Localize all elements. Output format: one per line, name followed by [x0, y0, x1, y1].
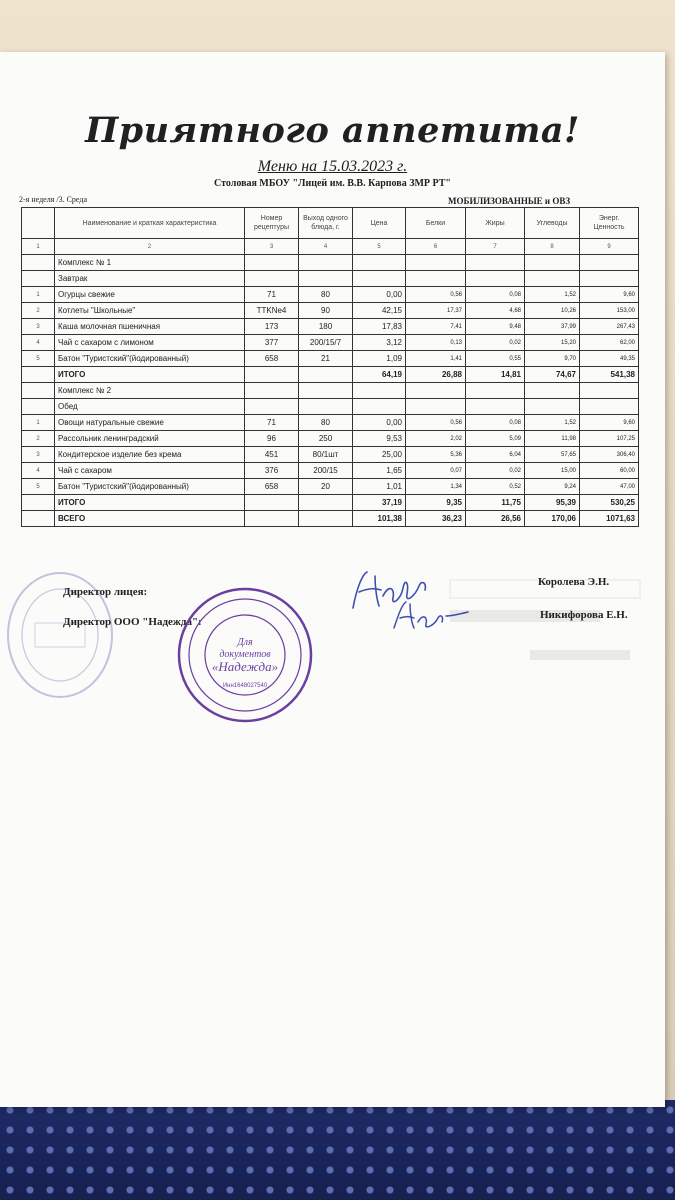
- company-stamp-icon: [175, 585, 315, 725]
- carbs: 15,20: [525, 335, 580, 351]
- total-label: ИТОГО: [55, 495, 245, 511]
- energy: 49,35: [580, 351, 639, 367]
- signature-company-icon: [388, 596, 478, 636]
- table-row: [22, 319, 639, 335]
- category-label: МОБИЛИЗОВАННЫЕ и ОВЗ: [448, 196, 571, 206]
- grand-total-fats: 26,56: [466, 511, 525, 527]
- portion-output: 20: [299, 479, 353, 495]
- fabric-background: [0, 1100, 675, 1200]
- column-number: 3: [245, 239, 299, 255]
- portion-output: 180: [299, 319, 353, 335]
- total-energy: 541,38: [580, 367, 639, 383]
- carbs: 37,99: [525, 319, 580, 335]
- header-cell: [22, 208, 55, 239]
- dish-name: Каша молочная пшеничная: [55, 319, 245, 335]
- recipe-number: 376: [245, 463, 299, 479]
- total-row: [22, 495, 639, 511]
- recipe-number: 377: [245, 335, 299, 351]
- carbs: 9,70: [525, 351, 580, 367]
- carbs: 10,26: [525, 303, 580, 319]
- column-number-row: [22, 239, 639, 255]
- week-day: 2-я неделя /3. Среда: [19, 195, 87, 204]
- table-row: [22, 431, 639, 447]
- portion-output: 250: [299, 431, 353, 447]
- table-row: [22, 303, 639, 319]
- dish-name: Рассольник ленинградский: [55, 431, 245, 447]
- table-row: [22, 287, 639, 303]
- proteins: 1,34: [406, 479, 466, 495]
- total-fats: 14,81: [466, 367, 525, 383]
- carbs: 57,65: [525, 447, 580, 463]
- recipe-number: TTKNe4: [245, 303, 299, 319]
- portion-output: 21: [299, 351, 353, 367]
- row-number: 2: [22, 431, 55, 447]
- dish-name: Овощи натуральные свежие: [55, 415, 245, 431]
- grand-total-proteins: 36,23: [406, 511, 466, 527]
- grand-total-carbs: 170,06: [525, 511, 580, 527]
- proteins: 0,07: [406, 463, 466, 479]
- column-number: 1: [22, 239, 55, 255]
- portion-output: 200/15/7: [299, 335, 353, 351]
- total-fats: 11,75: [466, 495, 525, 511]
- energy: 62,00: [580, 335, 639, 351]
- meal-row: [22, 399, 639, 415]
- row-number: 4: [22, 463, 55, 479]
- portion-output: 90: [299, 303, 353, 319]
- table-header-row: [22, 208, 639, 239]
- proteins: 0,56: [406, 287, 466, 303]
- fats: 0,55: [466, 351, 525, 367]
- grand-total-energy: 1071,63: [580, 511, 639, 527]
- table-row: [22, 335, 639, 351]
- fats: 0,02: [466, 335, 525, 351]
- column-number: 9: [580, 239, 639, 255]
- recipe-number: 658: [245, 479, 299, 495]
- fats: 0,08: [466, 287, 525, 303]
- dish-name: Кондитерское изделие без крема: [55, 447, 245, 463]
- stamp-text-line3: «Надежда»: [211, 659, 279, 674]
- director-lyceum-name: Королева Э.Н.: [538, 576, 610, 588]
- column-number: 5: [353, 239, 406, 255]
- stamp-text-line2: документов: [219, 649, 271, 660]
- row-number: 3: [22, 447, 55, 463]
- carbs: 1,52: [525, 287, 580, 303]
- fats: 0,52: [466, 479, 525, 495]
- recipe-number: 173: [245, 319, 299, 335]
- complex-row: [22, 383, 639, 399]
- dish-name: Чай с сахаром: [55, 463, 245, 479]
- meal-label: Завтрак: [55, 271, 245, 287]
- stamp-text-line1: Для: [237, 637, 253, 648]
- price: 17,83: [353, 319, 406, 335]
- proteins: 2,02: [406, 431, 466, 447]
- price: 42,15: [353, 303, 406, 319]
- energy: 107,25: [580, 431, 639, 447]
- carbs: 15,00: [525, 463, 580, 479]
- carbs: 9,24: [525, 479, 580, 495]
- table-row: [22, 479, 639, 495]
- dish-name: Огурцы свежие: [55, 287, 245, 303]
- recipe-number: 451: [245, 447, 299, 463]
- complex-row: [22, 255, 639, 271]
- fats: 4,68: [466, 303, 525, 319]
- proteins: 7,41: [406, 319, 466, 335]
- carbs: 11,98: [525, 431, 580, 447]
- energy: 267,43: [580, 319, 639, 335]
- portion-output: 80/1шт: [299, 447, 353, 463]
- fats: 5,09: [466, 431, 525, 447]
- carbs: 1,52: [525, 415, 580, 431]
- energy: 153,00: [580, 303, 639, 319]
- header-cell: Углеводы: [525, 208, 580, 239]
- dish-name: Батон "Туристский"(йодированный): [55, 351, 245, 367]
- row-number: 2: [22, 303, 55, 319]
- price: 0,00: [353, 415, 406, 431]
- row-number: 4: [22, 335, 55, 351]
- row-number: 1: [22, 287, 55, 303]
- complex-label: Комплекс № 1: [55, 255, 245, 271]
- recipe-number: 71: [245, 287, 299, 303]
- portion-output: 200/15: [299, 463, 353, 479]
- total-price: 64,19: [353, 367, 406, 383]
- table-row: [22, 463, 639, 479]
- header-cell: Цена: [353, 208, 406, 239]
- proteins: 17,37: [406, 303, 466, 319]
- energy: 47,00: [580, 479, 639, 495]
- stamp-inn: Инн1648027540: [222, 683, 268, 689]
- header-cell: Жиры: [466, 208, 525, 239]
- total-carbs: 95,39: [525, 495, 580, 511]
- total-row: [22, 367, 639, 383]
- column-number: 8: [525, 239, 580, 255]
- row-number: 1: [22, 415, 55, 431]
- canteen-name: Столовая МБОУ "Лицей им. В.В. Карпова ЗМР РТ": [214, 178, 451, 189]
- header-cell: Номер рецептуры: [245, 208, 299, 239]
- price: 1,09: [353, 351, 406, 367]
- column-number: 4: [299, 239, 353, 255]
- total-energy: 530,25: [580, 495, 639, 511]
- dish-name: Котлеты "Школьные": [55, 303, 245, 319]
- total-price: 37,19: [353, 495, 406, 511]
- portion-output: 80: [299, 415, 353, 431]
- grand-total-row: [22, 511, 639, 527]
- column-number: 6: [406, 239, 466, 255]
- price: 9,53: [353, 431, 406, 447]
- header-cell: Выход одного блюда, г.: [299, 208, 353, 239]
- price: 25,00: [353, 447, 406, 463]
- complex-label: Комплекс № 2: [55, 383, 245, 399]
- total-carbs: 74,67: [525, 367, 580, 383]
- dish-name: Чай с сахаром с лимоном: [55, 335, 245, 351]
- proteins: 0,56: [406, 415, 466, 431]
- column-number: 7: [466, 239, 525, 255]
- price: 3,12: [353, 335, 406, 351]
- row-number: 5: [22, 351, 55, 367]
- table-row: [22, 415, 639, 431]
- table-row: [22, 351, 639, 367]
- total-proteins: 9,35: [406, 495, 466, 511]
- director-company-name: Никифорова Е.Н.: [540, 609, 628, 621]
- proteins: 1,41: [406, 351, 466, 367]
- fats: 0,02: [466, 463, 525, 479]
- menu-table: [21, 207, 639, 527]
- fats: 6,04: [466, 447, 525, 463]
- fats: 9,48: [466, 319, 525, 335]
- price: 0,00: [353, 287, 406, 303]
- energy: 9,60: [580, 287, 639, 303]
- price: 1,65: [353, 463, 406, 479]
- director-lyceum-label: Директор лицея:: [63, 586, 148, 598]
- header-cell: Белки: [406, 208, 466, 239]
- recipe-number: 71: [245, 415, 299, 431]
- price: 1,01: [353, 479, 406, 495]
- energy: 60,00: [580, 463, 639, 479]
- table-row: [22, 447, 639, 463]
- recipe-number: 658: [245, 351, 299, 367]
- row-number: 5: [22, 479, 55, 495]
- page-title: Приятного аппетита!: [85, 110, 580, 151]
- grand-total-label: ВСЕГО: [55, 511, 245, 527]
- row-number: 3: [22, 319, 55, 335]
- fats: 0,08: [466, 415, 525, 431]
- total-proteins: 26,88: [406, 367, 466, 383]
- meal-label: Обед: [55, 399, 245, 415]
- dish-name: Батон "Туристский"(йодированный): [55, 479, 245, 495]
- grand-total-price: 101,38: [353, 511, 406, 527]
- recipe-number: 96: [245, 431, 299, 447]
- header-cell: Энерг. Ценность: [580, 208, 639, 239]
- portion-output: 80: [299, 287, 353, 303]
- header-cell: Наименование и краткая характеристика: [55, 208, 245, 239]
- meal-row: [22, 271, 639, 287]
- proteins: 0,13: [406, 335, 466, 351]
- menu-date: Меню на 15.03.2023 г.: [257, 158, 408, 175]
- proteins: 5,36: [406, 447, 466, 463]
- total-label: ИТОГО: [55, 367, 245, 383]
- energy: 9,60: [580, 415, 639, 431]
- column-number: 2: [55, 239, 245, 255]
- energy: 306,40: [580, 447, 639, 463]
- director-company-label: Директор ООО "Надежда":: [63, 616, 202, 628]
